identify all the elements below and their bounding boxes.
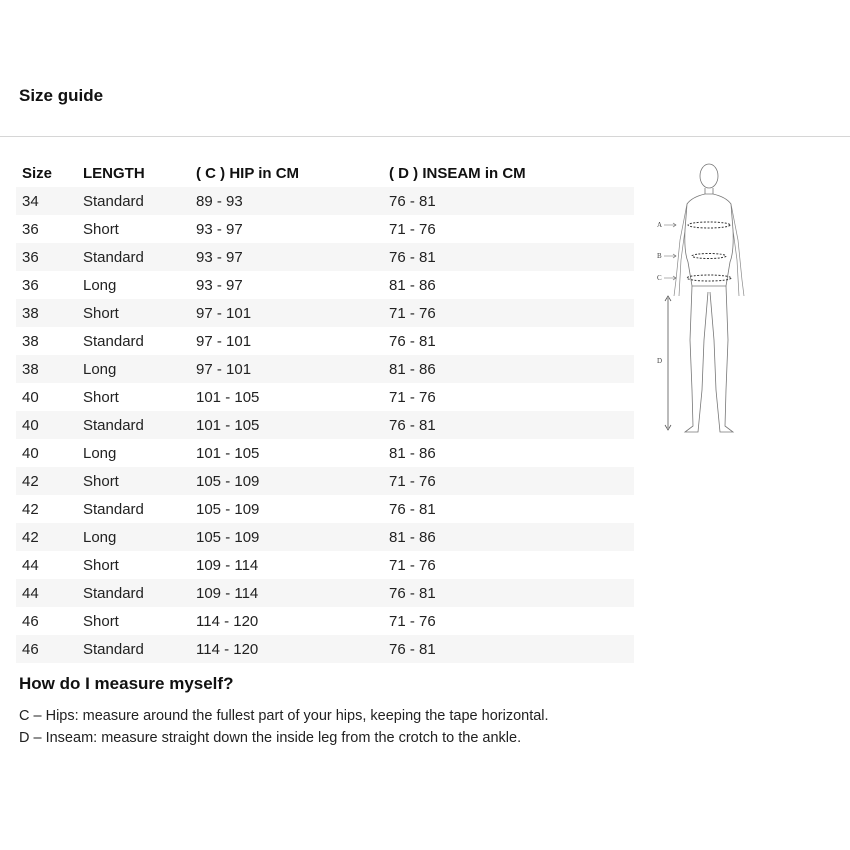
inseam-cell: 76 - 81 (383, 187, 634, 215)
length-cell: Standard (77, 187, 190, 215)
size-cell: 40 (16, 411, 77, 439)
length-cell: Long (77, 271, 190, 299)
hip-cell: 97 - 101 (190, 327, 383, 355)
inseam-cell: 76 - 81 (383, 495, 634, 523)
hip-cell: 114 - 120 (190, 607, 383, 635)
table-row (16, 607, 634, 635)
length-cell: Standard (77, 243, 190, 271)
size-cell: 36 (16, 215, 77, 243)
length-cell: Long (77, 439, 190, 467)
hip-cell: 105 - 109 (190, 495, 383, 523)
measure-note-hips: C – Hips: measure around the fullest part of your hips, keeping the tape horizontal. (19, 708, 549, 724)
length-cell: Standard (77, 635, 190, 663)
inseam-cell: 76 - 81 (383, 411, 634, 439)
table-row (16, 383, 634, 411)
length-cell: Short (77, 467, 190, 495)
hip-cell: 105 - 109 (190, 523, 383, 551)
hip-cell: 114 - 120 (190, 635, 383, 663)
measure-note-inseam: D – Inseam: measure straight down the inside leg from the crotch to the ankle. (19, 730, 522, 746)
body-measurement-diagram-icon (652, 160, 752, 440)
figure-label-b: B (657, 252, 662, 260)
inseam-cell: 76 - 81 (383, 635, 634, 663)
table-row (16, 271, 634, 299)
figure-head (700, 164, 718, 188)
size-cell: 42 (16, 523, 77, 551)
size-cell: 40 (16, 439, 77, 467)
inseam-cell: 81 - 86 (383, 355, 634, 383)
inseam-cell: 81 - 86 (383, 271, 634, 299)
column-header-inseam: ( D ) INSEAM in CM (389, 165, 526, 182)
table-row (16, 215, 634, 243)
figure-left-leg (685, 286, 708, 432)
figure-right-leg (710, 286, 733, 432)
length-cell: Short (77, 299, 190, 327)
table-header-row (16, 160, 634, 187)
table-row (16, 551, 634, 579)
length-cell: Short (77, 607, 190, 635)
hip-cell: 105 - 109 (190, 467, 383, 495)
length-cell: Long (77, 523, 190, 551)
size-cell: 38 (16, 327, 77, 355)
inseam-cell: 71 - 76 (383, 607, 634, 635)
measure-heading: How do I measure myself? (19, 674, 234, 693)
size-cell: 40 (16, 383, 77, 411)
size-table-body (16, 187, 634, 663)
hip-cell: 93 - 97 (190, 243, 383, 271)
length-cell: Standard (77, 495, 190, 523)
figure-torso (685, 194, 733, 286)
inseam-cell: 76 - 81 (383, 327, 634, 355)
inseam-cell: 81 - 86 (383, 439, 634, 467)
length-cell: Short (77, 383, 190, 411)
table-row (16, 243, 634, 271)
pointer-c (664, 276, 676, 280)
size-cell: 44 (16, 579, 77, 607)
length-cell: Long (77, 355, 190, 383)
length-cell: Standard (77, 327, 190, 355)
size-cell: 44 (16, 551, 77, 579)
pointer-a (664, 223, 676, 227)
table-row (16, 355, 634, 383)
inseam-cell: 81 - 86 (383, 523, 634, 551)
measure-line-b (692, 254, 726, 259)
table-row (16, 411, 634, 439)
pointer-b (664, 254, 676, 258)
size-cell: 36 (16, 271, 77, 299)
size-cell: 42 (16, 467, 77, 495)
length-cell: Short (77, 215, 190, 243)
header-divider (0, 136, 850, 137)
table-row (16, 523, 634, 551)
size-cell: 42 (16, 495, 77, 523)
measure-line-a (688, 222, 730, 228)
table-row (16, 439, 634, 467)
length-cell: Standard (77, 411, 190, 439)
inseam-cell: 76 - 81 (383, 579, 634, 607)
hip-cell: 89 - 93 (190, 187, 383, 215)
hip-cell: 101 - 105 (190, 411, 383, 439)
table-row (16, 467, 634, 495)
figure-label-d: D (657, 357, 663, 365)
measure-line-c (687, 275, 731, 281)
hip-cell: 97 - 101 (190, 299, 383, 327)
size-cell: 38 (16, 355, 77, 383)
table-row (16, 579, 634, 607)
length-cell: Short (77, 551, 190, 579)
size-cell: 46 (16, 607, 77, 635)
figure-neck (705, 188, 713, 194)
inseam-cell: 71 - 76 (383, 383, 634, 411)
table-row (16, 495, 634, 523)
inseam-cell: 76 - 81 (383, 243, 634, 271)
page-title: Size guide (19, 86, 104, 105)
size-cell: 46 (16, 635, 77, 663)
hip-cell: 93 - 97 (190, 215, 383, 243)
hip-cell: 101 - 105 (190, 383, 383, 411)
size-table-header (16, 160, 634, 187)
size-table (16, 160, 634, 663)
hip-cell: 93 - 97 (190, 271, 383, 299)
hip-cell: 101 - 105 (190, 439, 383, 467)
table-row (16, 187, 634, 215)
inseam-cell: 71 - 76 (383, 215, 634, 243)
inseam-cell: 71 - 76 (383, 551, 634, 579)
hip-cell: 97 - 101 (190, 355, 383, 383)
column-header-size: Size (22, 165, 53, 182)
inseam-cell: 71 - 76 (383, 299, 634, 327)
figure-label-c: C (657, 274, 662, 282)
table-row (16, 635, 634, 663)
length-cell: Standard (77, 579, 190, 607)
figure-label-a: A (657, 221, 663, 229)
size-cell: 34 (16, 187, 77, 215)
size-cell: 38 (16, 299, 77, 327)
column-header-length: LENGTH (83, 165, 145, 182)
table-row (16, 299, 634, 327)
hip-cell: 109 - 114 (190, 551, 383, 579)
size-cell: 36 (16, 243, 77, 271)
inseam-cell: 71 - 76 (383, 467, 634, 495)
table-row (16, 327, 634, 355)
hip-cell: 109 - 114 (190, 579, 383, 607)
column-header-hip: ( C ) HIP in CM (196, 165, 300, 182)
